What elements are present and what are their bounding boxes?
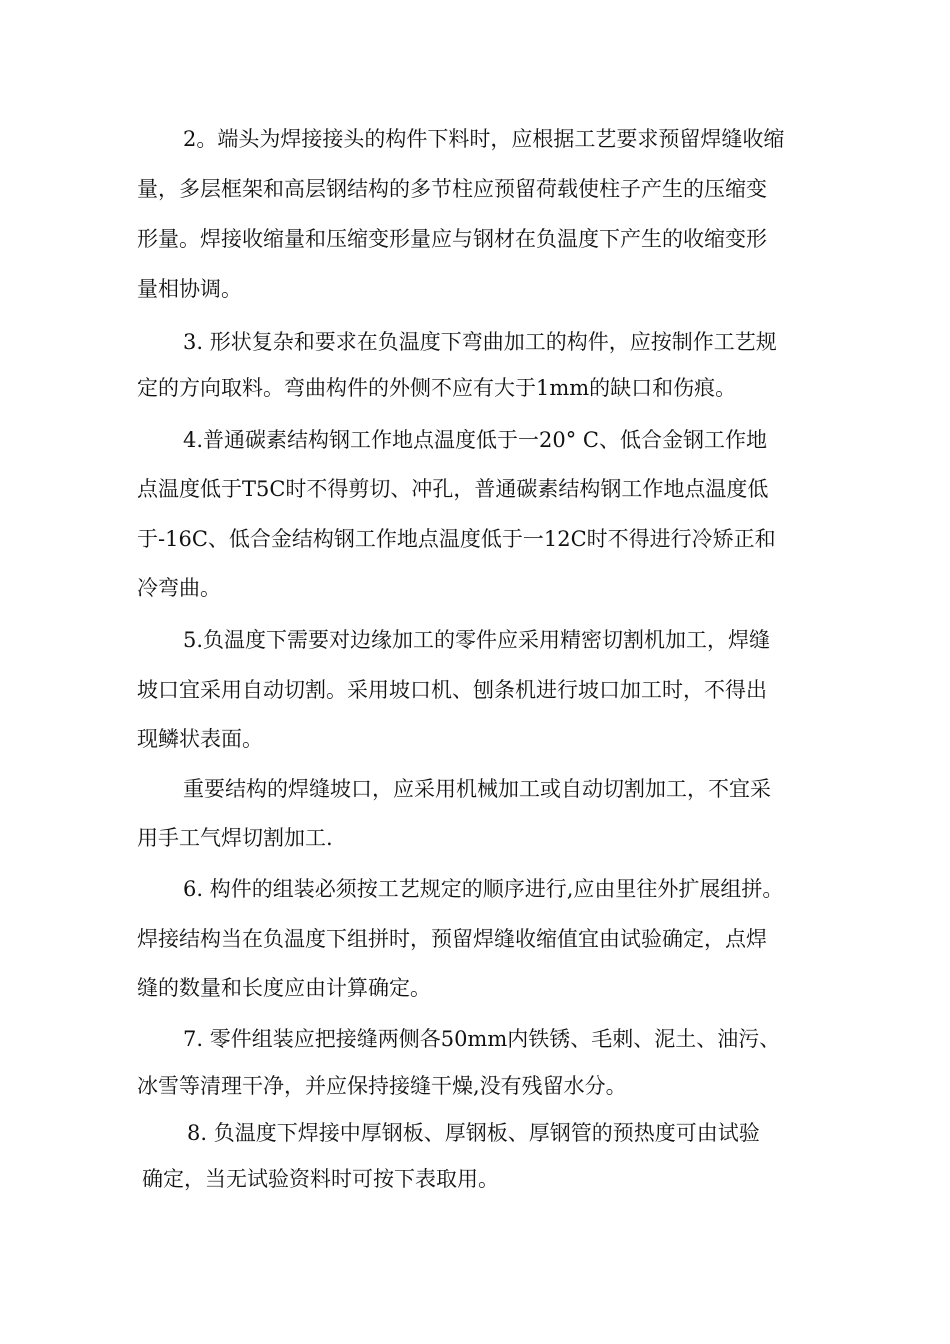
paragraph-2-line-2: 量，多层框架和高层钢结构的多节柱应预留荷载使柱子产生的压缩变 — [137, 177, 767, 201]
paragraph-5-line-2: 坡口宜采用自动切割。采用坡口机、刨条机进行坡口加工时，不得出 — [137, 678, 767, 702]
paragraph-6-line-2: 焊接结构当在负温度下组拼时，预留焊缝收缩值宜由试验确定，点焊 — [137, 927, 767, 951]
paragraph-7-line-2: 冰雪等清理干净，并应保持接缝干燥,没有残留水分。 — [137, 1074, 627, 1098]
paragraph-3-line-2: 定的方向取料。弯曲构件的外侧不应有大于1mm的缺口和伤痕。 — [137, 376, 737, 400]
paragraph-6-line-3: 缝的数量和长度应由计算确定。 — [137, 976, 431, 1000]
paragraph-8-line-1: 8. 负温度下焊接中厚钢板、厚钢板、厚钢管的预热度可由试验 — [187, 1121, 760, 1145]
paragraph-8-line-2: 确定，当无试验资料时可按下表取用。 — [142, 1167, 499, 1191]
paragraph-2-line-3: 形量。焊接收缩量和压缩变形量应与钢材在负温度下产生的收缩变形 — [137, 227, 767, 251]
paragraph-2-line-1: 2。端头为焊接接头的构件下料时，应根据工艺要求预留焊缝收缩 — [183, 127, 785, 151]
paragraph-5-line-1: 5.负温度下需要对边缘加工的零件应采用精密切割机加工，焊缝 — [183, 628, 771, 652]
paragraph-2-line-4: 量相协调。 — [137, 277, 242, 301]
paragraph-5b-line-1: 重要结构的焊缝坡口，应采用机械加工或自动切割加工，不宜采 — [183, 777, 771, 801]
paragraph-4-line-1: 4.普通碳素结构钢工作地点温度低于一20° C、低合金钢工作地 — [183, 428, 767, 452]
paragraph-3-line-1: 3. 形状复杂和要求在负温度下弯曲加工的构件，应按制作工艺规 — [183, 330, 777, 354]
paragraph-4-line-3: 于-16C、低合金结构钢工作地点温度低于一12C时不得进行冷矫正和 — [137, 527, 776, 551]
paragraph-6-line-1: 6. 构件的组装必须按工艺规定的顺序进行,应由里往外扩展组拼。 — [183, 877, 784, 901]
paragraph-7-line-1: 7. 零件组装应把接缝两侧各50mm内铁锈、毛刺、泥土、油污、 — [183, 1027, 781, 1051]
paragraph-4-line-4: 冷弯曲。 — [137, 576, 221, 600]
paragraph-5-line-3: 现鳞状表面。 — [137, 727, 263, 751]
paragraph-5b-line-2: 用手工气焊切割加工. — [137, 826, 333, 850]
paragraph-4-line-2: 点温度低于T5C时不得剪切、冲孔，普通碳素结构钢工作地点温度低 — [137, 477, 769, 501]
